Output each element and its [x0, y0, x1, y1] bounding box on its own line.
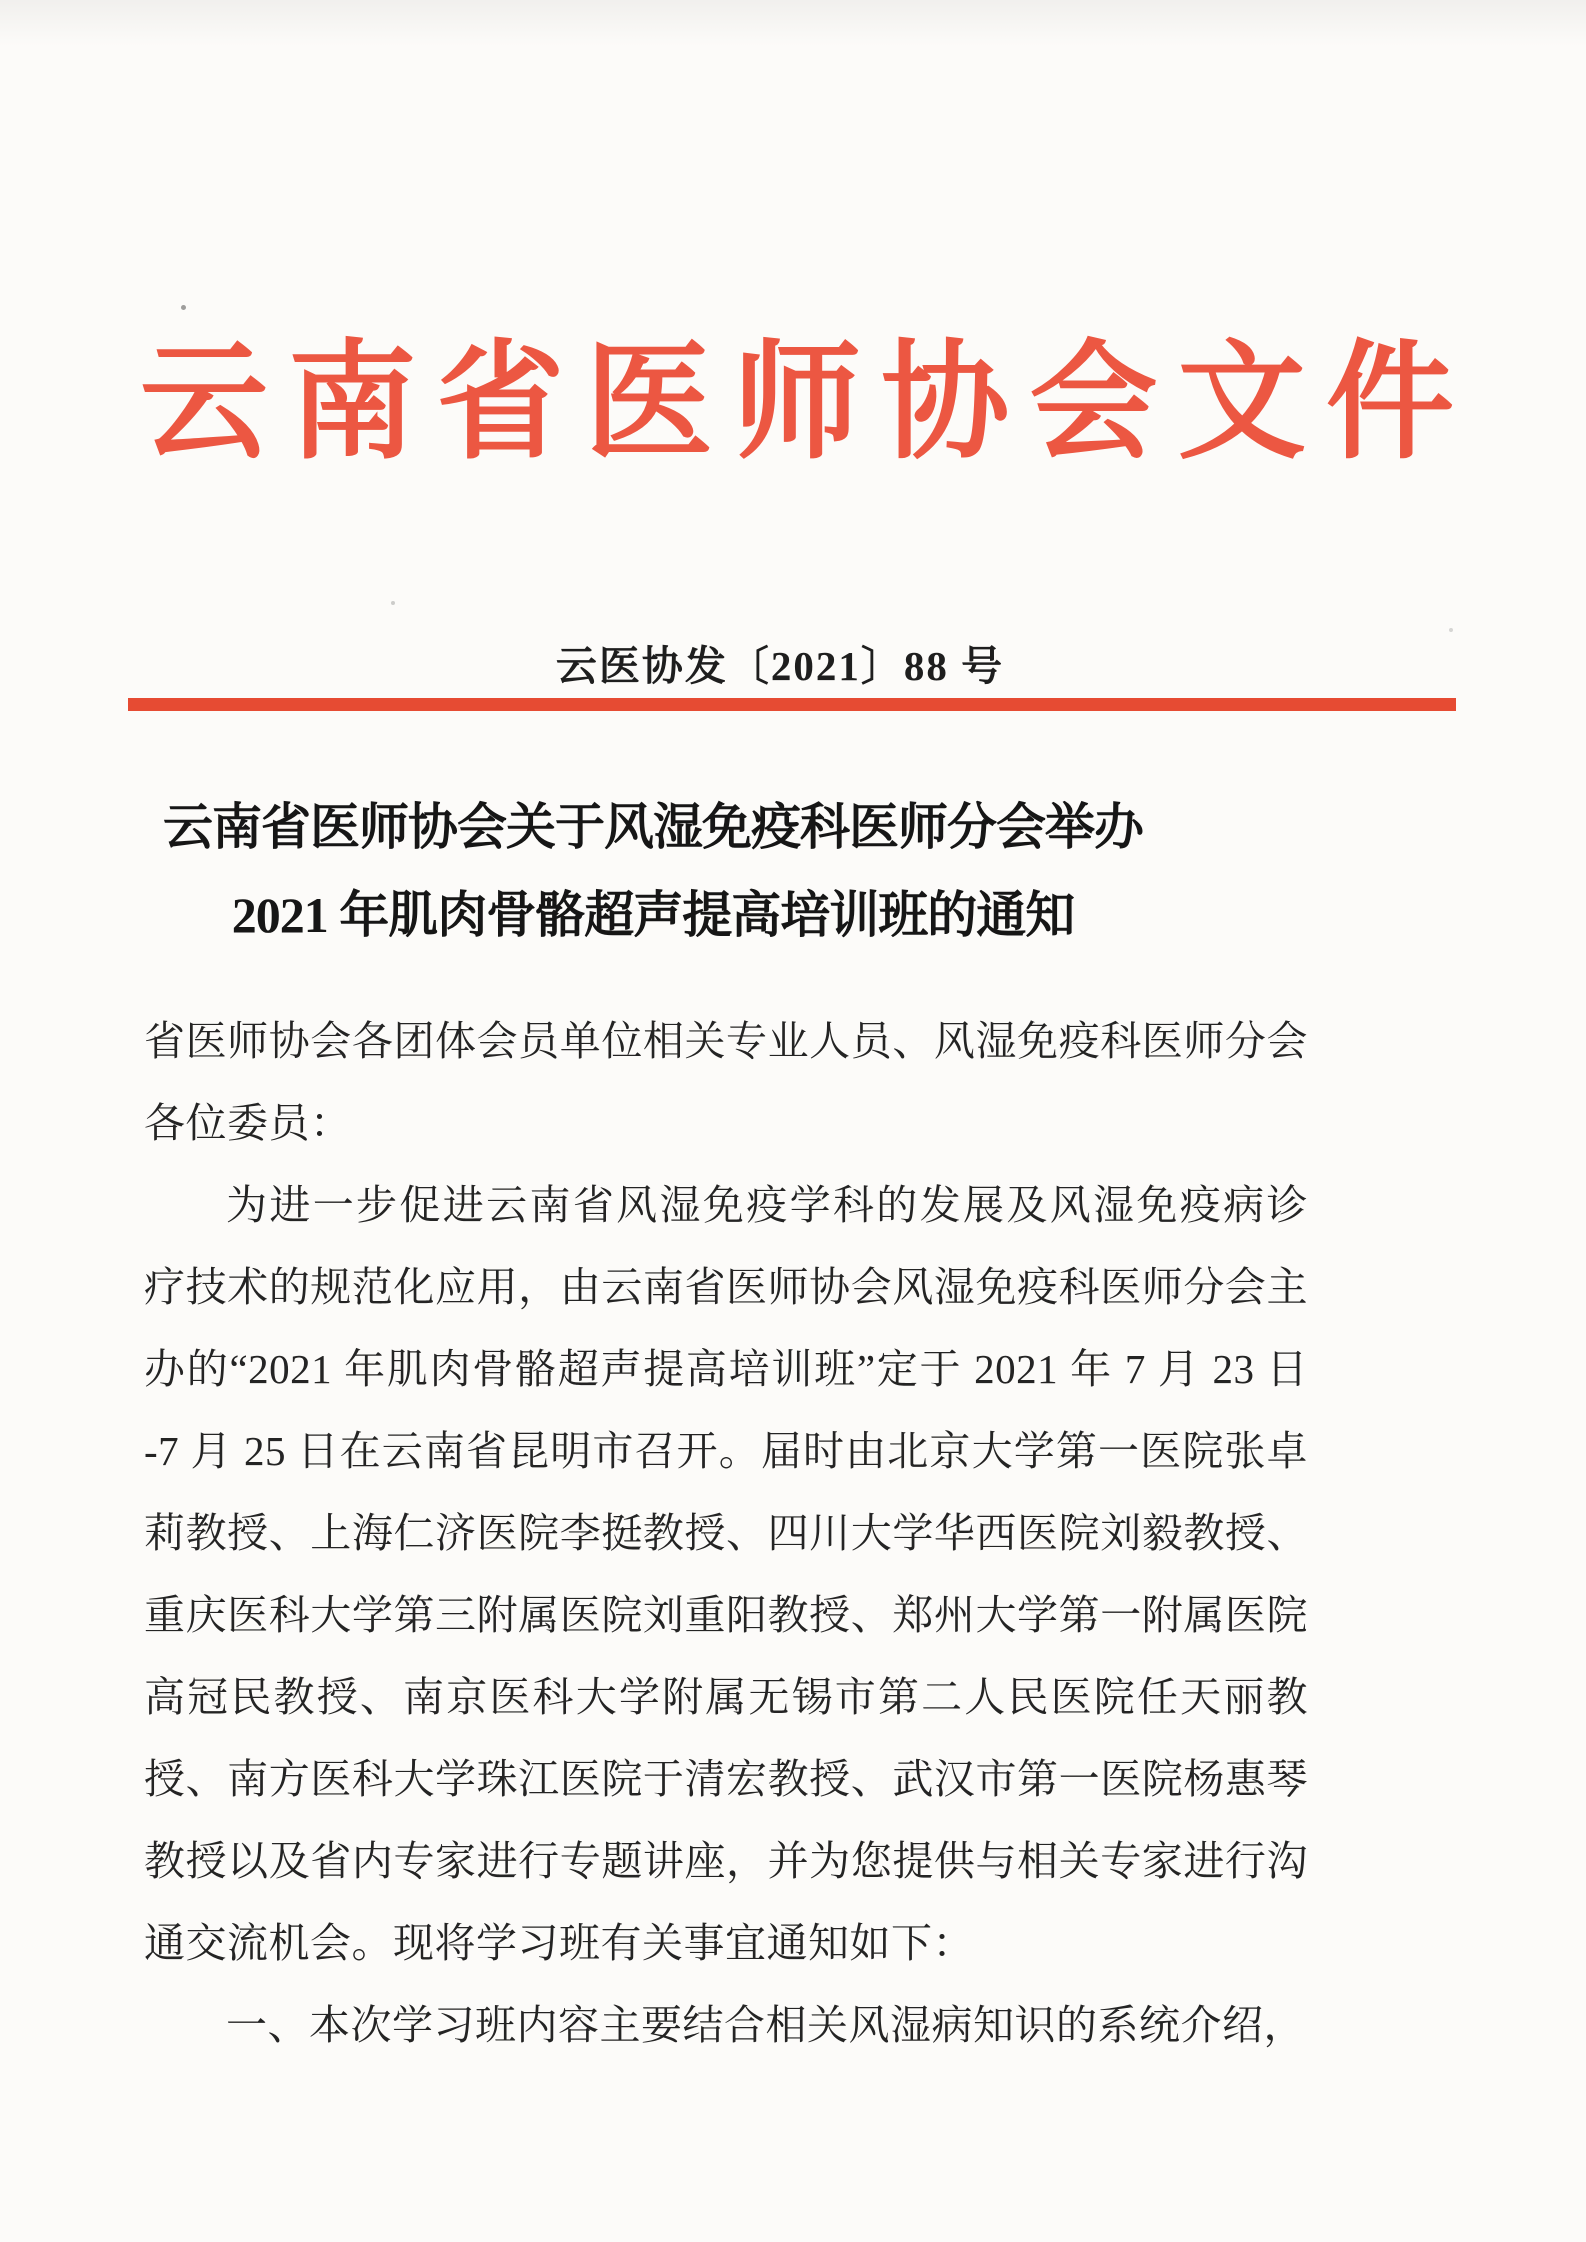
scan-speck: [181, 305, 186, 310]
body-line: 高冠民教授、南京医科大学附属无锡市第二人民医院任天丽教: [144, 1674, 1308, 1720]
body-line: 省医师协会各团体会员单位相关专业人员、风湿免疫科医师分会: [144, 1018, 1308, 1064]
notice-title-line2: 2021 年肌肉骨骼超声提高培训班的通知: [231, 887, 1075, 943]
body-line: 重庆医科大学第三附属医院刘重阳教授、郑州大学第一附属医院: [144, 1592, 1308, 1638]
scan-shading: [0, 0, 1586, 46]
body-line: 通交流机会。现将学习班有关事宜通知如下：: [144, 1920, 974, 1966]
issuing-org-title: 云南省医师协会文件: [140, 332, 1454, 474]
body-line: 教授以及省内专家进行专题讲座，并为您提供与相关专家进行沟: [144, 1838, 1308, 1884]
notice-body: [144, 1000, 1308, 2066]
body-line: 为进一步促进云南省风湿免疫学科的发展及风湿免疫病诊: [226, 1182, 1308, 1228]
body-line: 办的“2021 年肌肉骨骼超声提高培训班”定于 2021 年 7 月 23 日: [144, 1346, 1308, 1392]
body-line: 各位委员：: [144, 1100, 352, 1146]
notice-title-line1: 云南省医师协会关于风湿免疫科医师分会举办: [163, 799, 1143, 855]
header-divider-rule: [128, 698, 1456, 711]
scan-speck: [1449, 628, 1453, 632]
body-line: 授、南方医科大学珠江医院于清宏教授、武汉市第一医院杨惠琴: [144, 1756, 1308, 1802]
scan-speck: [391, 601, 395, 605]
body-line: 莉教授、上海仁济医院李挺教授、四川大学华西医院刘毅教授、: [144, 1510, 1308, 1556]
body-line: -7 月 25 日在云南省昆明市召开。届时由北京大学第一医院张卓: [144, 1428, 1308, 1474]
notice-title: [93, 783, 1213, 959]
body-line: 一、本次学习班内容主要结合相关风湿病知识的系统介绍，: [226, 2002, 1305, 2048]
document-number: 云医协发〔2021〕88 号: [555, 643, 1005, 689]
body-line: 疗技术的规范化应用，由云南省医师协会风湿免疫科医师分会主: [144, 1264, 1308, 1310]
